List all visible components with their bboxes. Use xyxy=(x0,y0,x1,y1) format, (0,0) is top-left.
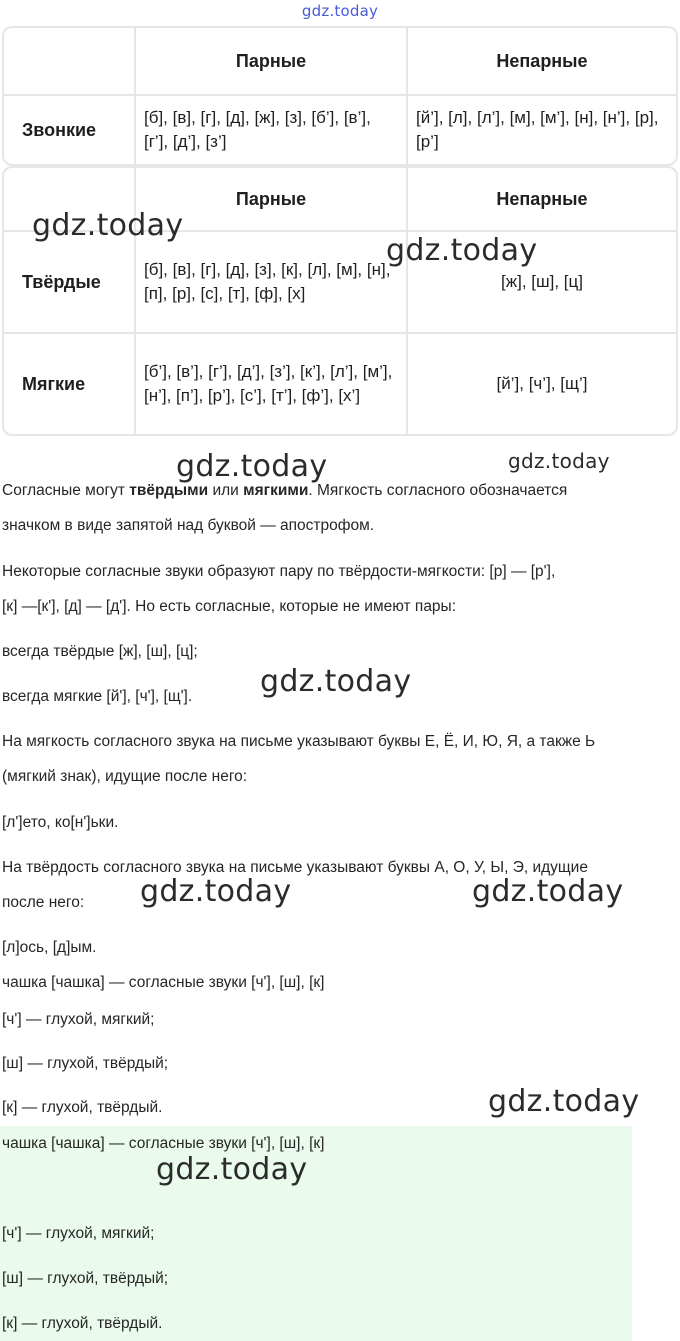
paired-cell: [б’], [в’], [г’], [д’], [з’], [к’], [л’], [м’], [н’], [п’], [р’], [с’], [т’], [ф’], [х’] xyxy=(134,334,406,434)
text-span: Согласные могут xyxy=(2,482,130,499)
paragraph-line: На твёрдость согласного звука на письме указывают буквы А, О, У, Ы, Э, идущие xyxy=(2,859,588,876)
watermark: gdz.today xyxy=(386,233,538,268)
header-cell-unpaired: Непарные xyxy=(406,168,676,230)
watermark: gdz.today xyxy=(472,874,624,909)
watermark: gdz.today xyxy=(32,208,184,243)
paragraph-hard-soft xyxy=(2,480,678,502)
header-cell-unpaired: Непарные xyxy=(406,28,676,94)
paragraph-line: всегда твёрдые [ж], [ш], [ц]; xyxy=(2,643,198,660)
header-watermark: gdz.today xyxy=(301,2,379,20)
answer-line: чашка [чашка] — согласные звуки [ч'], [ш], [к] xyxy=(2,974,325,991)
table-header-row xyxy=(4,28,676,94)
answer-line: [ш] — глухой, твёрдый; xyxy=(2,1055,169,1072)
table-row xyxy=(4,332,676,434)
voiced-consonants-table xyxy=(2,26,678,166)
watermark: gdz.today xyxy=(260,664,412,699)
answer-line: [к] — глухой, твёрдый. xyxy=(2,1099,163,1116)
unpaired-cell: [ж], [ш], [ц] xyxy=(406,232,676,332)
answer-line: [ш] — глухой, твёрдый; xyxy=(2,1270,169,1287)
paired-cell: [б], [в], [г], [д], [з], [к], [л], [м], [н], [п], [р], [с], [т], [ф], [х] xyxy=(134,232,406,332)
watermark: gdz.today xyxy=(140,874,292,909)
row-label: Звонкие xyxy=(22,120,97,140)
watermark: gdz.today xyxy=(176,449,328,484)
answer-line: чашка [чашка] — согласные звуки [ч'], [ш], [к] xyxy=(2,1135,325,1152)
watermark: gdz.today xyxy=(508,449,610,473)
paragraph-line: всегда мягкие [й'], [ч'], [щ']. xyxy=(2,688,193,705)
paragraph-line: [л']ето, ко[н']ьки. xyxy=(2,814,119,831)
paragraph-line: На мягкость согласного звука на письме указывают буквы Е, Ё, И, Ю, Я, а также Ь xyxy=(2,733,596,750)
paragraph-line: [к] —[к'], [д] — [д']. Но есть согласные, которые не имеют пары: xyxy=(2,598,457,615)
paragraph-line: Некоторые согласные звуки образуют пару по твёрдости-мягкости: [р] — [р'], xyxy=(2,563,556,580)
text-span: . Мягкость согласного обозначается xyxy=(308,482,568,499)
header-cell-paired: Парные xyxy=(134,168,406,230)
answer-line: [к] — глухой, твёрдый. xyxy=(2,1315,163,1332)
unpaired-cell: [й’], [л], [л’], [м], [м’], [н], [н’], [р], [р’] xyxy=(406,96,676,164)
row-label: Мягкие xyxy=(22,374,86,394)
table-row xyxy=(4,94,676,164)
hard-soft-consonants-table xyxy=(2,166,678,436)
watermark: gdz.today xyxy=(488,1084,640,1119)
bold-term-soft: мягкими xyxy=(243,482,309,499)
paragraph-line: [л]ось, [д]ым. xyxy=(2,939,97,956)
text-span: или xyxy=(208,482,244,499)
table-row xyxy=(4,230,676,332)
answer-line: [ч'] — глухой, мягкий; xyxy=(2,1011,155,1028)
paired-cell: [б], [в], [г], [д], [ж], [з], [б’], [в’], [г’], [д’], [з’] xyxy=(134,96,406,164)
unpaired-cell: [й’], [ч’], [щ’] xyxy=(406,334,676,434)
answer-line: [ч'] — глухой, мягкий; xyxy=(2,1225,155,1242)
paragraph-line: (мягкий знак), идущие после него: xyxy=(2,768,248,785)
header-cell-empty xyxy=(4,28,134,94)
header-cell-paired: Парные xyxy=(134,28,406,94)
row-label: Твёрдые xyxy=(22,272,101,292)
paragraph-line: значком в виде запятой над буквой — апострофом. xyxy=(2,517,375,534)
bold-term-hard: твёрдыми xyxy=(129,482,209,499)
paragraph-line: после него: xyxy=(2,894,85,911)
watermark: gdz.today xyxy=(156,1152,308,1187)
